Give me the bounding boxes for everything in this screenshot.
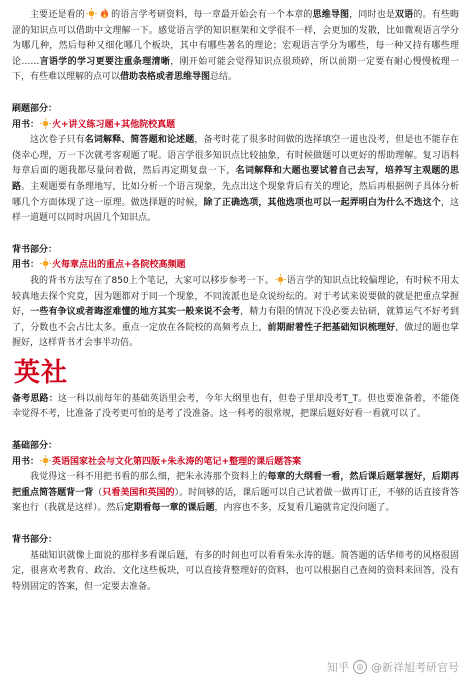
prep-paragraph [12,392,459,423]
brush-heading: 刷题部分： [12,103,58,114]
text-run: 我觉得这一科不用把书看的那么细，把朱永涛那个资料上的 [30,472,268,483]
text-run: 这次卷子只有 [30,135,85,146]
sun-icon [40,258,51,269]
watermark-site: 知乎 [327,661,349,674]
sun-icon [40,118,51,129]
text-run: 。主观题要有条理地写，比如分析一个语言现象，先点出这个现象背后有关的理论，然后再根据例子具体分析哪几个方面体现了这一原理。做选择题的时候， [12,181,459,208]
brush-books-line [12,118,459,134]
brush-books-value: 火+讲义练习题+其他院校真题 [52,119,176,130]
text-run: （ [93,487,103,498]
bold-text: 除了正确选项，其他选项也可以一起弄明白为什么不选这个 [203,197,441,208]
sun-icon [40,455,51,466]
text-run: ，同时也是 [349,10,396,20]
watermark-author: @新祥旭考研官号 [371,661,459,674]
bold-text: 言语学的学习更要注重条理清晰 [39,56,171,67]
bold-text: 借助表格或者思维导图 [120,72,211,83]
text-run: ，精力有限的情况下没必要去钻研，就算运气不好考到了，分数也不会占比太多。重点一定放在各院校的高频考点上， [12,307,459,333]
sun-icon [275,274,286,285]
intro-paragraph [12,8,459,86]
bold-text: 名词解释和大题也要试着自己去写，培养写主观题的思路 [12,166,459,192]
text-run: 主要还是看的 [30,10,85,20]
recite-books-line [12,258,459,274]
text-run: 总结。 [210,72,238,83]
basic-paragraph [12,470,459,517]
books-label: 用书： [12,456,40,467]
article-page [0,8,471,687]
fire-icon [99,8,110,19]
section-title: 英社 [14,357,69,388]
text-run: 的。有些晦涩的知识点可以借助中文理解一下。感觉语言学的知识框架和文学很不一样，会更加的发散，比如微观语言学分为哪几种，然后每种又细化哪几个板块，其中有哪些著名的理论；宏观语言学分为哪些，每一种又持有哪些理论…… [12,10,459,67]
red-text: 只看美国和英国的 [102,487,175,498]
recite-paragraph [12,274,459,352]
watermark [327,659,459,675]
bold-text: 定期看每一章的课后题 [124,503,215,514]
bold-text: 前期耐着性子把基础知识梳理好 [267,322,396,333]
text-run: ，备考时花了很多时间做的选择填空一道也没考，但是也不能存在侥幸心理，万一下次就考客观题了呢。语言学很多知识点比较抽象，有时候做题可以更好的帮助理解。复习语料每章后面的题我都尽量问着做，然后再定期复盘一下， [12,135,459,177]
bold-text: 名词解释、简答题和论述题 [84,135,195,146]
text-run: ，内容也不多，反复看几遍就肯定没问题了。 [214,503,395,514]
text-run: 我的背书方法写在了850上个笔记，大家可以移步参考一下。 [30,275,274,286]
watermark-logo-icon: ◎ [353,660,367,674]
text-run: ，做过的题也掌握好，这样背书才会事半功倍。 [12,322,459,349]
bold-text: 思维导图 [312,10,350,20]
bold-text: 双语 [395,10,414,20]
bold-text: 一些有争议或者晦涩难懂的地方其实一般来说不会考 [30,307,241,318]
text-run: ，刚开始可能会觉得知识点很琐碎，所以前期一定要有耐心慢慢梳理一下，有些难以理解的点可以 [12,56,459,83]
text-run: 的语言学考研资料，每一章最开始会有一个本章的 [110,10,313,20]
basic-books-value: 英语国家社会与文化第四版+朱永涛的笔记+整理的课后题答案 [52,456,302,467]
recite-heading-2: 背书部分： [12,535,58,546]
basic-heading: 基础部分： [12,441,58,452]
recite-paragraph-2: 基础知识就像上面说的那样多看课后题，有多的时间也可以看看朱永涛的题。简答题的话华师考的风格很固定，很喜欢考教育、政治、文化这些板块，可以直接背整理好的资料，也可以根据自己查阅的资料来回答，没有特别固定的答案，但一定要去准备。 [12,550,459,592]
bold-text: 每章的大纲看一看，然后课后题掌握好，后期再把重点简答题背一背 [12,472,459,498]
text-run: 这一科以前每年的基础英语里会考，今年大纲里也有，但卷子里却没考T_T。但也要准备着，不能侥幸觉得不考，比准备了没考更可怕的是考了没准备。这一科考的很常规，把课后题好好看一看就可以了。 [12,393,459,420]
text-run: 语言学的知识点比较偏理论，有时候不用太较真地去探个究竟，因为题都对于同一个现象，不同流派也是众说纷纭的。对于考试来说要做的就是把重点掌握好， [12,275,459,318]
recite-heading: 背书部分： [12,244,58,255]
text-run: ，这样一道题可以同时巩固几个知识点。 [12,197,459,224]
sun-icon [86,8,97,19]
basic-books-line [12,455,459,471]
brush-paragraph [12,133,459,227]
books-label: 用书： [12,119,40,130]
recite-books-value: 火每章点出的重点+各院校高频题 [52,260,186,271]
text-run: ）。时间够的话，课后题可以自己试着做一做再订正，不够的话直接背答案也行（我就是这样）。然后 [12,487,459,514]
books-label: 用书： [12,260,40,271]
prep-label: 备考思路： [12,393,58,404]
